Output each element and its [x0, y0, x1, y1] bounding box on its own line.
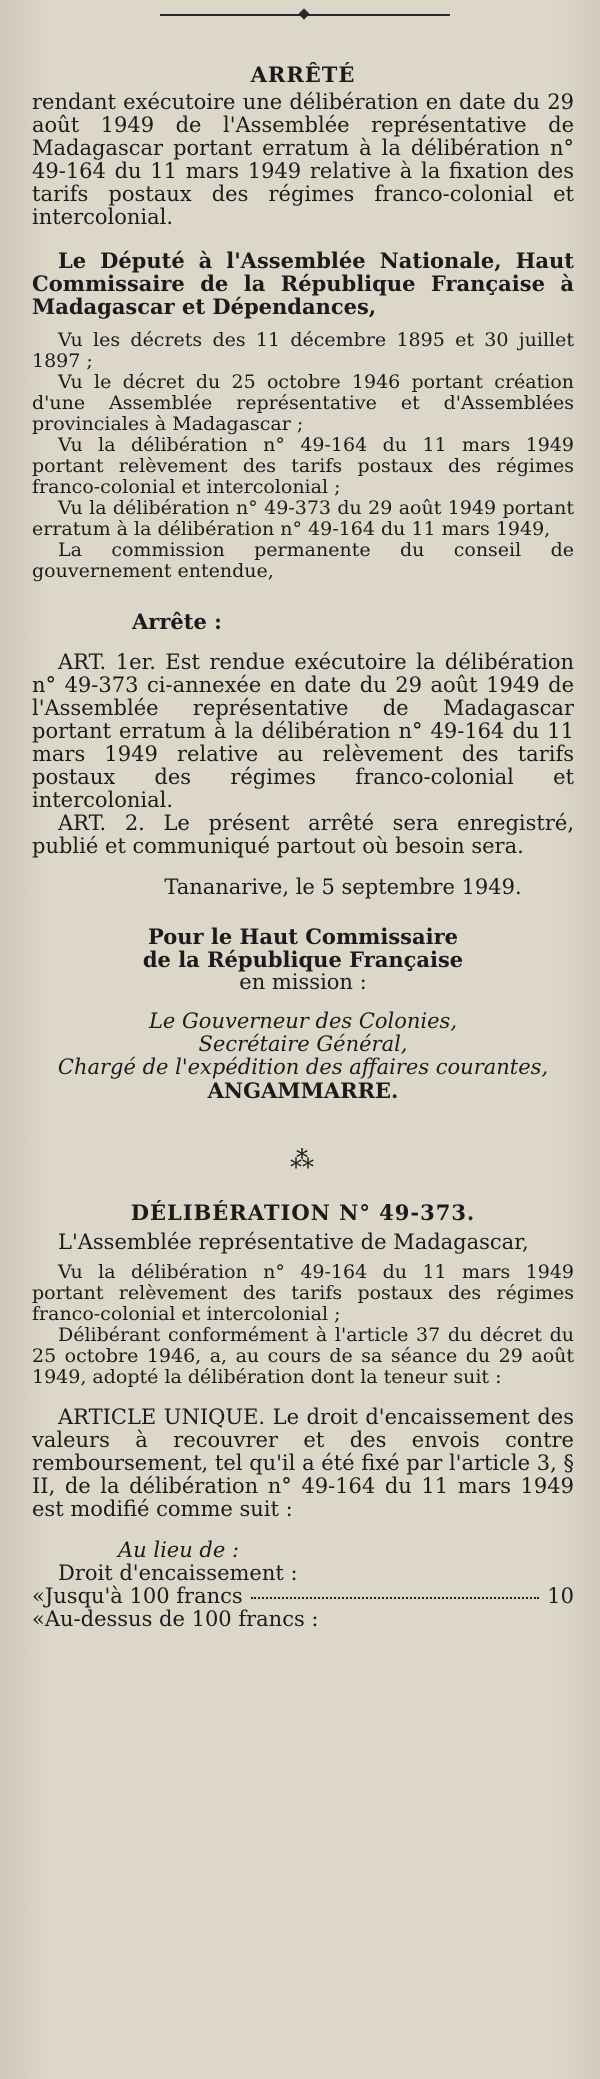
article-2: ART. 2. Le présent arrêté sera enregistré, publié et communiqué partout où besoin sera. [32, 811, 574, 858]
signature-line-1: Pour le Haut Commissaire [147, 924, 459, 949]
place-date: Tananarive, le 5 septembre 1949. [164, 875, 522, 899]
commission-line: La commission permanente du conseil de gouvernement entendue, [32, 539, 574, 582]
au-lieu-de: Au lieu de : [118, 1538, 240, 1562]
leader-dots [251, 1597, 540, 1599]
arrete-label: Arrête : [132, 609, 222, 634]
article-unique: ARTICLE UNIQUE. Le droit d'encaissement des valeurs à recouvrer et des envois contre remboursement, tel qu'il a été fixé par l'article 3, § II, de la délibération n° 49-164 du 11 mars 1949 est modifié comme suit : [32, 1405, 574, 1521]
vu-2: Vu le décret du 25 octobre 1946 portant création d'une Assemblée représentative et d'Assemblées provinciales à Madagascar ; [32, 371, 574, 435]
tariff-row-1 [32, 1585, 574, 1608]
signature-line-3: en mission : [239, 970, 367, 994]
tariff-row-1-label: «Jusqu'à 100 francs [32, 1584, 243, 1608]
signature-role-3: Chargé de l'expédition des affaires courantes, [57, 1055, 549, 1079]
arrete-intro: rendant exécutoire une délibération en date du 29 août 1949 de l'Assemblée représentative de Madagascar portant erratum à la délibération n° 49-164 du 11 mars 1949 relative à la fixation des tarifs postaux des régimes franco-colonial et intercolonial. [32, 90, 574, 229]
deliberation-title: DÉLIBÉRATION N° 49-373. [130, 1200, 476, 1225]
vu-3: Vu la délibération n° 49-164 du 11 mars 1949 portant relèvement des tarifs postaux des régimes franco-colonial et intercolonial ; [32, 434, 574, 498]
vu-1: Vu les décrets des 11 décembre 1895 et 30 juillet 1897 ; [32, 329, 574, 372]
signature-role-2: Secrétaire Général, [198, 1032, 408, 1056]
deliberation-body-2: Vu la délibération n° 49-164 du 11 mars 1949 portant relèvement des tarifs postaux des régimes franco-colonial et intercolonial ; [32, 1261, 574, 1325]
deliberation-body-1: L'Assemblée représentative de Madagascar, [58, 1230, 529, 1254]
article-1: ART. 1er. Est rendue exécutoire la délibération n° 49-373 ci-annexée en date du 29 août 1949 de l'Assemblée représentative de Madagascar portant erratum à la délibération n° 49-164 du 11 mars 1949 relative au relèvement des tarifs postaux des régimes franco-colonial et intercolonial. [32, 650, 574, 812]
droit-encaissement: Droit d'encaissement : [58, 1561, 298, 1585]
signature-line-2: de la République Française [142, 947, 464, 972]
tariff-row-2-label: «Au-dessus de 100 francs : [32, 1607, 319, 1631]
separator-asterism: ⁂ [290, 1146, 316, 1174]
top-rule-ornament [160, 14, 450, 16]
arrete-title: ARRÊTÉ [250, 62, 356, 87]
deliberation-body-3: Délibérant conformément à l'article 37 du décret du 25 octobre 1946, a, au cours de sa séance du 29 août 1949, adopté la délibération dont la teneur suit : [32, 1324, 574, 1388]
signature-name: ANGAMMARRE. [207, 1078, 399, 1103]
arrete-author: Le Député à l'Assemblée Nationale, Haut Commissaire de la République Française à Madagascar et Dépendances, [32, 248, 574, 319]
tariff-row-1-value: 10 [547, 1584, 574, 1608]
signature-role-1: Le Gouverneur des Colonies, [148, 1009, 458, 1033]
vu-4: Vu la délibération n° 49-373 du 29 août 1949 portant erratum à la délibération n° 49-164 du 11 mars 1949, [32, 497, 574, 540]
